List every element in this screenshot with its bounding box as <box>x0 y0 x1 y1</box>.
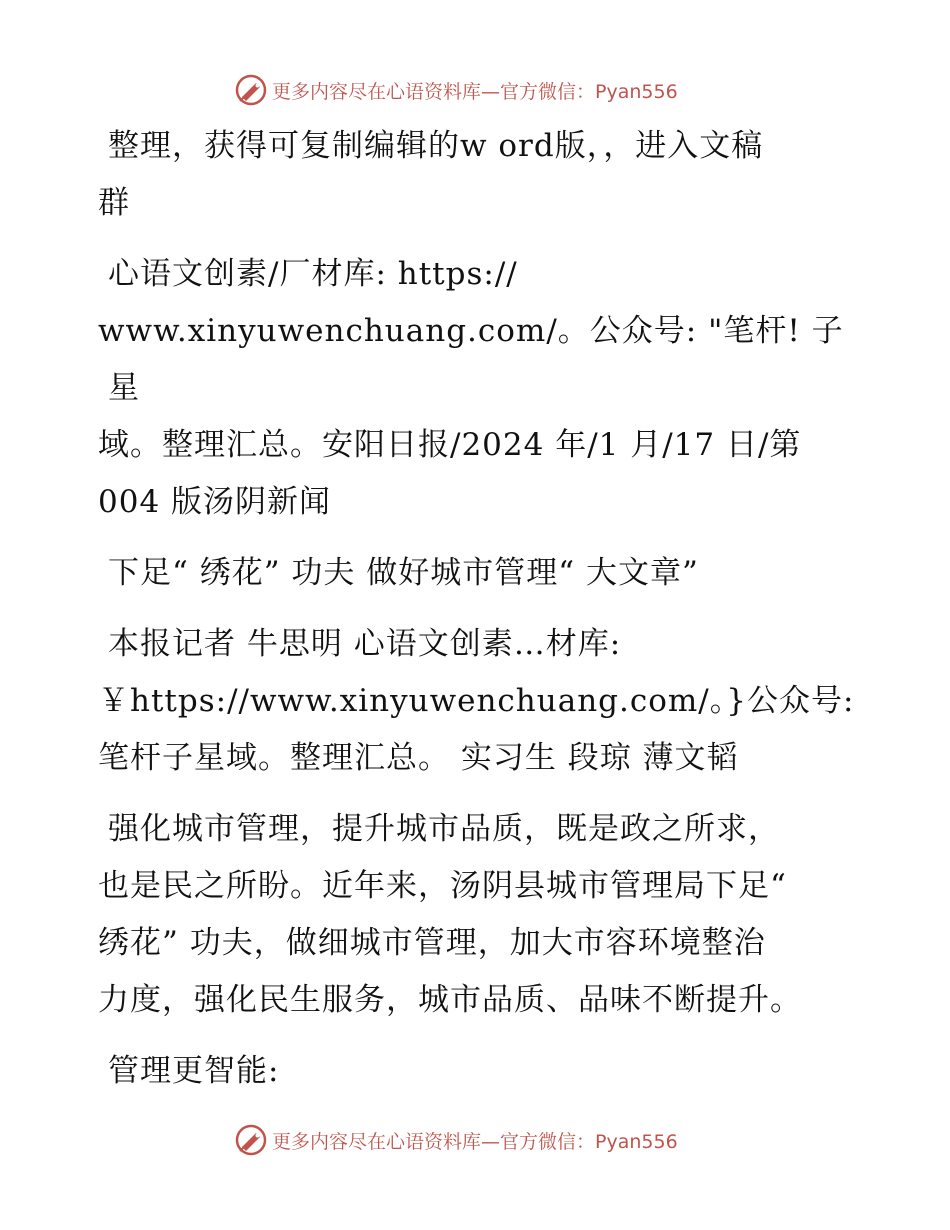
paragraph-byline <box>98 616 858 787</box>
text-line: 004 版汤阴新闻 <box>98 484 332 520</box>
footer-watermark <box>234 1122 678 1158</box>
watermark-text: 更多内容尽在心语资料库—官方微信：Pyan556 <box>272 80 678 103</box>
document-body <box>98 118 858 1100</box>
text-line: 本报记者 牛思明 心语文创素…材库: <box>108 626 622 662</box>
watermark-text: 更多内容尽在心语资料库—官方微信：Pyan556 <box>272 1130 678 1153</box>
section-heading <box>98 1043 858 1100</box>
text-line: 绣花” 功夫，做细城市管理，加大市容环境整治 <box>98 925 766 961</box>
paragraph-body <box>98 801 858 1029</box>
text-line: 心语文创素/厂材库: https:// <box>108 256 518 292</box>
paragraph-intro <box>98 118 858 232</box>
pen-nib-logo-icon <box>234 1123 268 1157</box>
text-line: www.xinyuwenchuang.com/。公众号: "笔杆! 子星 <box>98 313 844 406</box>
text-line: 力度，强化民生服务，城市品质、品味不断提升。 <box>98 982 802 1018</box>
text-line: 整理，获得可复制编辑的w ord版，，进入文稿 <box>108 128 764 164</box>
text-line: 也是民之所盼。近年来，汤阴县城市管理局下足“ <box>98 868 787 904</box>
headline-text: 下足“ 绣花” 功夫 做好城市管理“ 大文章” <box>108 555 699 591</box>
text-line: ￥https://www.xinyuwenchuang.com/。}公众号: <box>98 683 855 719</box>
pen-nib-logo-icon <box>234 73 268 107</box>
text-line: 群 <box>98 185 130 221</box>
header-watermark <box>234 72 678 108</box>
paragraph-source <box>98 246 858 531</box>
text-line: 域。整理汇总。安阳日报/2024 年/1 月/17 日/第 <box>98 427 802 463</box>
article-headline <box>98 545 858 602</box>
text-line: 笔杆子星域。整理汇总。 实习生 段琼 薄文韬 <box>98 740 739 776</box>
section-heading-text: 管理更智能: <box>108 1053 280 1089</box>
text-line: 强化城市管理，提升城市品质，既是政之所求， <box>108 811 780 847</box>
